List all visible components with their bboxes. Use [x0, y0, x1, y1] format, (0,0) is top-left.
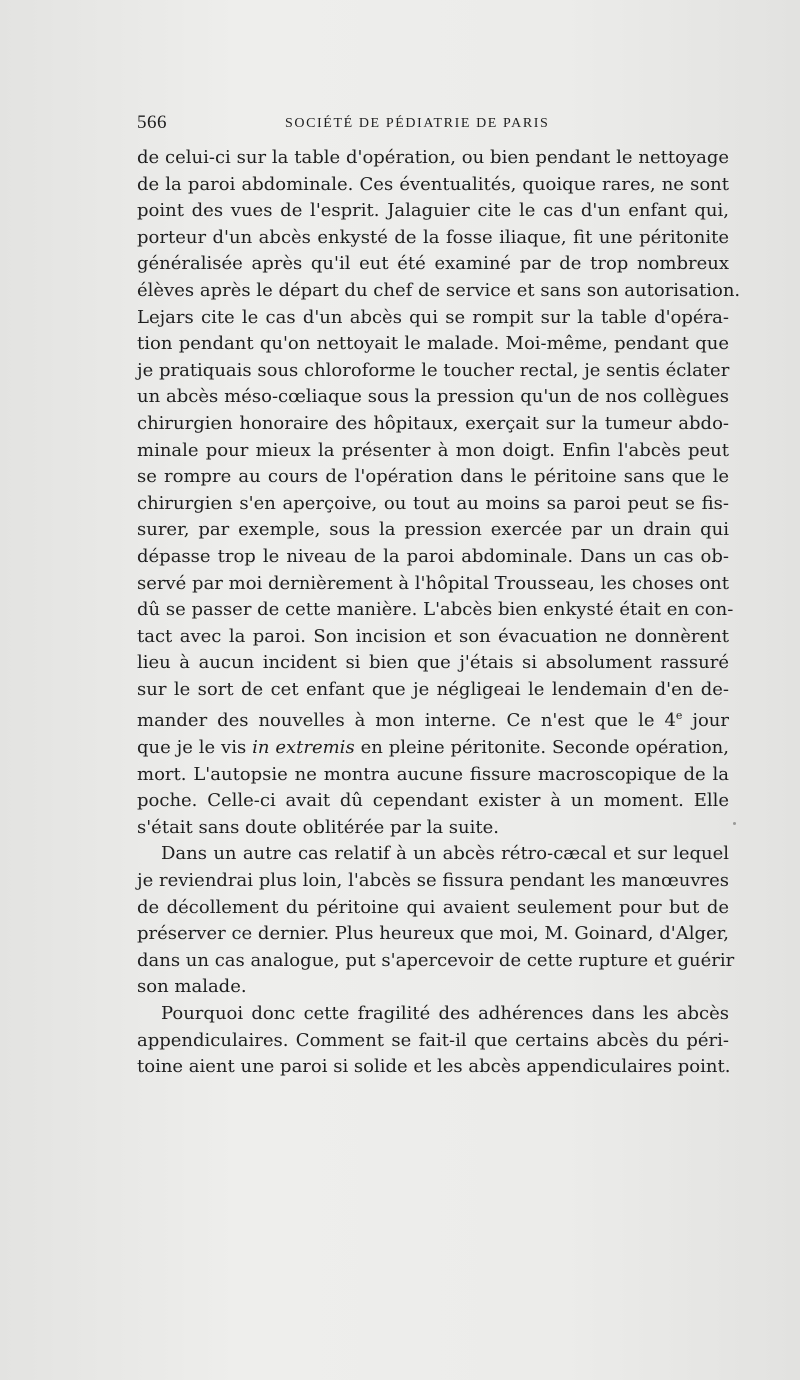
text-line: de décollement du péritoine qui avaient seulement pour but de [137, 896, 729, 918]
text-line: lieu à aucun incident si bien que j'étais si absolument rassuré [137, 652, 729, 674]
text-line: dépasse trop le niveau de la paroi abdominale. Dans un cas ob- [137, 545, 729, 567]
text-line: je reviendrai plus loin, l'abcès se fissura pendant les manœuvres [137, 870, 729, 892]
text-line: appendiculaires. Comment se fait-il que certains abcès du péri- [137, 1029, 729, 1051]
text-line: dans un cas analogue, put s'apercevoir de cette rupture et guérir [137, 949, 735, 971]
paragraph-3 [137, 1001, 729, 1081]
text-line: généralisée après qu'il eut été examiné par de trop nombreux [137, 253, 729, 275]
paper-speck [733, 822, 736, 825]
text-line: je pratiquais sous chloroforme le toucher rectal, je sentis éclater [137, 359, 730, 381]
text-line: poche. Celle-ci avait dû cependant exister à un moment. Elle [137, 790, 729, 812]
text-line: de celui-ci sur la table d'opération, ou bien pendant le nettoyage [137, 147, 729, 168]
paragraph-1 [137, 145, 741, 841]
text-line: mort. L'autopsie ne montra aucune fissure macroscopique de la [137, 763, 729, 785]
text-line: de la paroi abdominale. Ces éventualités, quoique rares, ne sont [137, 173, 729, 195]
text-line: toine aient une paroi si solide et les abcès appendiculaires point. [137, 1056, 731, 1078]
text-line: chirurgien s'en aperçoive, ou tout au moins sa paroi peut se fis- [137, 492, 729, 514]
text-line: point des vues de l'esprit. Jalaguier cite le cas d'un enfant qui, [137, 200, 729, 222]
text-line: tion pendant qu'on nettoyait le malade. Moi-même, pendant que [137, 333, 729, 355]
text-line: Dans un autre cas relatif à un abcès rétro-cæcal et sur lequel [161, 843, 729, 865]
text-line: un abcès méso-cœliaque sous la pression qu'un de nos collègues [137, 386, 729, 408]
page-header [137, 112, 727, 138]
text-line: élèves après le départ du chef de service et sans son autorisation. [137, 279, 741, 301]
text-line: servé par moi dernièrement à l'hôpital Trousseau, les choses ont [137, 572, 729, 594]
text-line: surer, par exemple, sous la pression exercée par un drain qui [137, 519, 729, 541]
running-head: SOCIÉTÉ DE PÉDIATRIE DE PARIS [285, 116, 550, 131]
page-number: 566 [137, 112, 167, 133]
text-line: s'était sans doute oblitérée par la suite. [137, 816, 499, 838]
text-line: dû se passer de cette manière. L'abcès bien enkysté était en con- [137, 599, 734, 621]
paragraph-2 [137, 841, 735, 1001]
text-line: tact avec la paroi. Son incision et son évacuation ne donnèrent [137, 625, 729, 647]
text-line: que je le vis in extremis en pleine péritonite. Seconde opération, [137, 737, 729, 759]
text-line: porteur d'un abcès enkysté de la fosse iliaque, fit une péritonite [137, 226, 729, 248]
text-line: Lejars cite le cas d'un abcès qui se rompit sur la table d'opéra- [137, 306, 729, 328]
text-line: minale pour mieux la présenter à mon doigt. Enfin l'abcès peut [137, 439, 729, 461]
text-line: préserver ce dernier. Plus heureux que moi, M. Goinard, d'Alger, [137, 923, 729, 945]
text-line: Pourquoi donc cette fragilité des adhérences dans les abcès [161, 1003, 729, 1024]
text-line: son malade. [137, 976, 247, 998]
text-line: se rompre au cours de l'opération dans le péritoine sans que le [137, 466, 729, 488]
text-line: mander des nouvelles à mon interne. Ce n'est que le 4e jour [137, 709, 729, 732]
body-text [137, 145, 741, 1081]
text-line: sur le sort de cet enfant que je négligeai le lendemain d'en de- [137, 678, 729, 700]
text-line: chirurgien honoraire des hôpitaux, exerçait sur la tumeur abdo- [137, 412, 729, 434]
